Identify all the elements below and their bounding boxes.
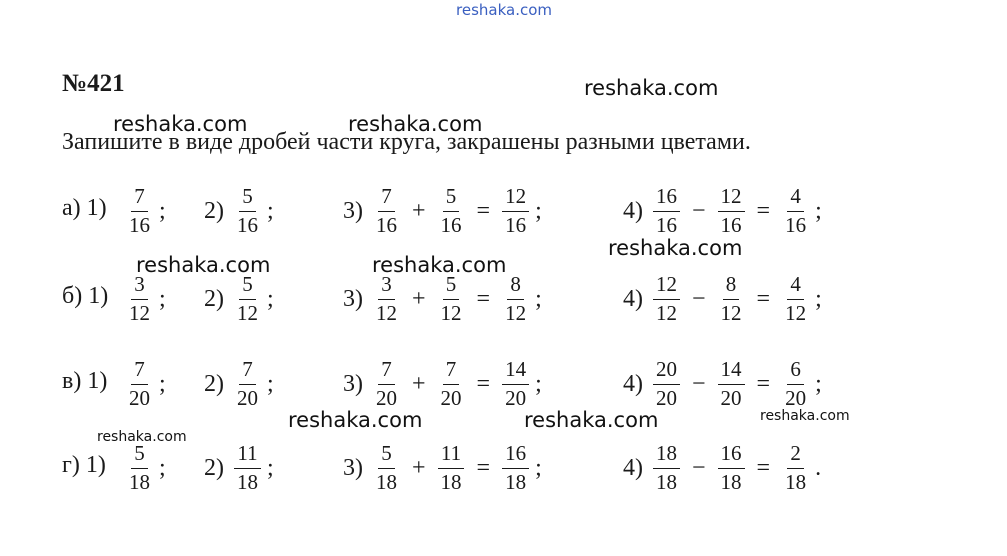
denominator: 12 [376, 300, 397, 325]
punctuation: ; [815, 285, 822, 312]
numerator: 5 [443, 273, 460, 299]
fraction [234, 273, 261, 324]
denominator: 20 [720, 385, 742, 410]
fraction [438, 358, 465, 409]
numerator: 16 [653, 185, 680, 211]
punctuation: ; [535, 370, 542, 397]
problem-number: №421 [62, 70, 125, 97]
denominator: 18 [440, 469, 462, 494]
equals-sign: = [756, 370, 771, 397]
result-fraction [782, 273, 809, 324]
answer-1 [124, 176, 166, 246]
fraction [438, 273, 465, 324]
numerator: 12 [718, 185, 745, 211]
fraction [126, 442, 153, 493]
numerator: 11 [234, 442, 260, 468]
numerator: 18 [653, 442, 680, 468]
fraction [438, 185, 465, 236]
fraction [126, 185, 153, 236]
denominator: 20 [237, 385, 258, 410]
punctuation: . [815, 454, 822, 481]
fraction [653, 185, 680, 236]
result-fraction [502, 358, 529, 409]
fraction [653, 442, 680, 493]
denominator: 12 [656, 300, 677, 325]
numerator: 7 [239, 358, 256, 384]
item-number: 2) [204, 197, 224, 224]
watermark: reshaka.com [524, 408, 659, 432]
watermark: reshaka.com [372, 253, 507, 277]
numerator: 14 [718, 358, 745, 384]
watermark: reshaka.com [97, 429, 187, 445]
equals-sign: = [756, 285, 771, 312]
plus-sign: + [412, 285, 426, 312]
numerator: 12 [653, 273, 680, 299]
denominator: 12 [785, 300, 807, 325]
result-fraction [502, 185, 529, 236]
punctuation: ; [159, 285, 166, 312]
plus-sign: + [412, 454, 426, 481]
answer-2 [204, 433, 274, 503]
item-number: 3) [343, 285, 363, 312]
denominator: 16 [129, 212, 150, 237]
numerator: 7 [378, 185, 395, 211]
numerator: 5 [378, 442, 395, 468]
denominator: 16 [505, 212, 527, 237]
punctuation: ; [267, 454, 274, 481]
fraction [126, 273, 153, 324]
item-number: 3) [343, 370, 363, 397]
denominator: 18 [376, 469, 397, 494]
punctuation: ; [535, 285, 542, 312]
answer-row-a [0, 176, 1007, 246]
fraction [718, 273, 745, 324]
row-label: б) 1) [62, 283, 109, 309]
item-number: 4) [623, 370, 643, 397]
numerator: 14 [502, 358, 529, 384]
watermark: reshaka.com [136, 253, 271, 277]
watermark: reshaka.com [608, 236, 743, 260]
numerator: 3 [131, 273, 148, 299]
answer-2 [204, 349, 274, 419]
numerator: 20 [653, 358, 680, 384]
denominator: 16 [376, 212, 397, 237]
row-label: а) 1) [62, 195, 107, 221]
punctuation: ; [815, 197, 822, 224]
numerator: 3 [378, 273, 395, 299]
equals-sign: = [476, 454, 491, 481]
denominator: 18 [129, 469, 150, 494]
fraction [234, 358, 261, 409]
plus-sign: + [412, 370, 426, 397]
denominator: 16 [237, 212, 258, 237]
numerator: 6 [787, 358, 804, 384]
plus-sign: + [412, 197, 426, 224]
result-fraction [782, 185, 809, 236]
task-text: Запишите в виде дробей части круга, закрашены разными цветами. [62, 129, 751, 155]
watermark: reshaka.com [113, 112, 248, 136]
result-fraction [502, 442, 529, 493]
item-number: 3) [343, 197, 363, 224]
answer-1 [124, 349, 166, 419]
watermark: reshaka.com [348, 112, 483, 136]
punctuation: ; [267, 370, 274, 397]
fraction [653, 358, 680, 409]
watermark-top: reshaka.com [456, 1, 552, 19]
item-number: 4) [623, 454, 643, 481]
denominator: 16 [785, 212, 807, 237]
numerator: 8 [723, 273, 740, 299]
denominator: 20 [440, 385, 462, 410]
denominator: 12 [720, 300, 742, 325]
item-number: 2) [204, 454, 224, 481]
fraction [438, 442, 465, 493]
numerator: 11 [438, 442, 464, 468]
fraction [234, 185, 261, 236]
equals-sign: = [756, 454, 771, 481]
denominator: 12 [440, 300, 462, 325]
numerator: 7 [131, 358, 148, 384]
item-number: 3) [343, 454, 363, 481]
numerator: 7 [443, 358, 460, 384]
watermark: reshaka.com [584, 76, 719, 100]
result-fraction [782, 358, 809, 409]
punctuation: ; [159, 370, 166, 397]
equals-sign: = [476, 197, 491, 224]
punctuation: ; [159, 454, 166, 481]
item-number: 2) [204, 370, 224, 397]
fraction [653, 273, 680, 324]
minus-sign: − [692, 454, 706, 481]
fraction [234, 442, 261, 493]
punctuation: ; [815, 370, 822, 397]
result-fraction [502, 273, 529, 324]
watermark: reshaka.com [760, 408, 850, 424]
numerator: 16 [502, 442, 529, 468]
denominator: 16 [656, 212, 677, 237]
punctuation: ; [535, 454, 542, 481]
answer-3 [343, 433, 542, 503]
numerator: 16 [718, 442, 745, 468]
numerator: 12 [502, 185, 529, 211]
fraction [373, 442, 400, 493]
answer-row-v [0, 349, 1007, 419]
answer-4 [623, 433, 821, 503]
fraction [126, 358, 153, 409]
denominator: 20 [129, 385, 150, 410]
denominator: 12 [237, 300, 258, 325]
denominator: 18 [785, 469, 807, 494]
item-number: 4) [623, 197, 643, 224]
punctuation: ; [267, 197, 274, 224]
answer-3 [343, 176, 542, 246]
numerator: 5 [443, 185, 460, 211]
denominator: 18 [656, 469, 677, 494]
denominator: 20 [656, 385, 677, 410]
numerator: 7 [378, 358, 395, 384]
numerator: 5 [131, 442, 148, 468]
fraction [718, 442, 745, 493]
equals-sign: = [476, 370, 491, 397]
answer-2 [204, 176, 274, 246]
watermark: reshaka.com [288, 408, 423, 432]
item-number: 4) [623, 285, 643, 312]
answer-4 [623, 264, 822, 334]
fraction [373, 185, 400, 236]
item-number: 2) [204, 285, 224, 312]
numerator: 4 [787, 185, 804, 211]
fraction [718, 358, 745, 409]
numerator: 4 [787, 273, 804, 299]
numerator: 2 [787, 442, 804, 468]
denominator: 16 [440, 212, 462, 237]
numerator: 7 [131, 185, 148, 211]
row-label: г) 1) [62, 452, 106, 478]
equals-sign: = [476, 285, 491, 312]
numerator: 5 [239, 185, 256, 211]
denominator: 16 [720, 212, 742, 237]
row-label: в) 1) [62, 368, 108, 394]
punctuation: ; [267, 285, 274, 312]
fraction [373, 273, 400, 324]
denominator: 20 [505, 385, 527, 410]
fraction [373, 358, 400, 409]
result-fraction [782, 442, 809, 493]
minus-sign: − [692, 197, 706, 224]
denominator: 12 [505, 300, 527, 325]
equals-sign: = [756, 197, 771, 224]
punctuation: ; [535, 197, 542, 224]
minus-sign: − [692, 370, 706, 397]
fraction [718, 185, 745, 236]
denominator: 18 [720, 469, 742, 494]
denominator: 20 [376, 385, 397, 410]
numerator: 8 [507, 273, 524, 299]
denominator: 18 [237, 469, 258, 494]
denominator: 18 [505, 469, 527, 494]
numerator: 5 [239, 273, 256, 299]
punctuation: ; [159, 197, 166, 224]
denominator: 12 [129, 300, 150, 325]
denominator: 20 [785, 385, 807, 410]
minus-sign: − [692, 285, 706, 312]
